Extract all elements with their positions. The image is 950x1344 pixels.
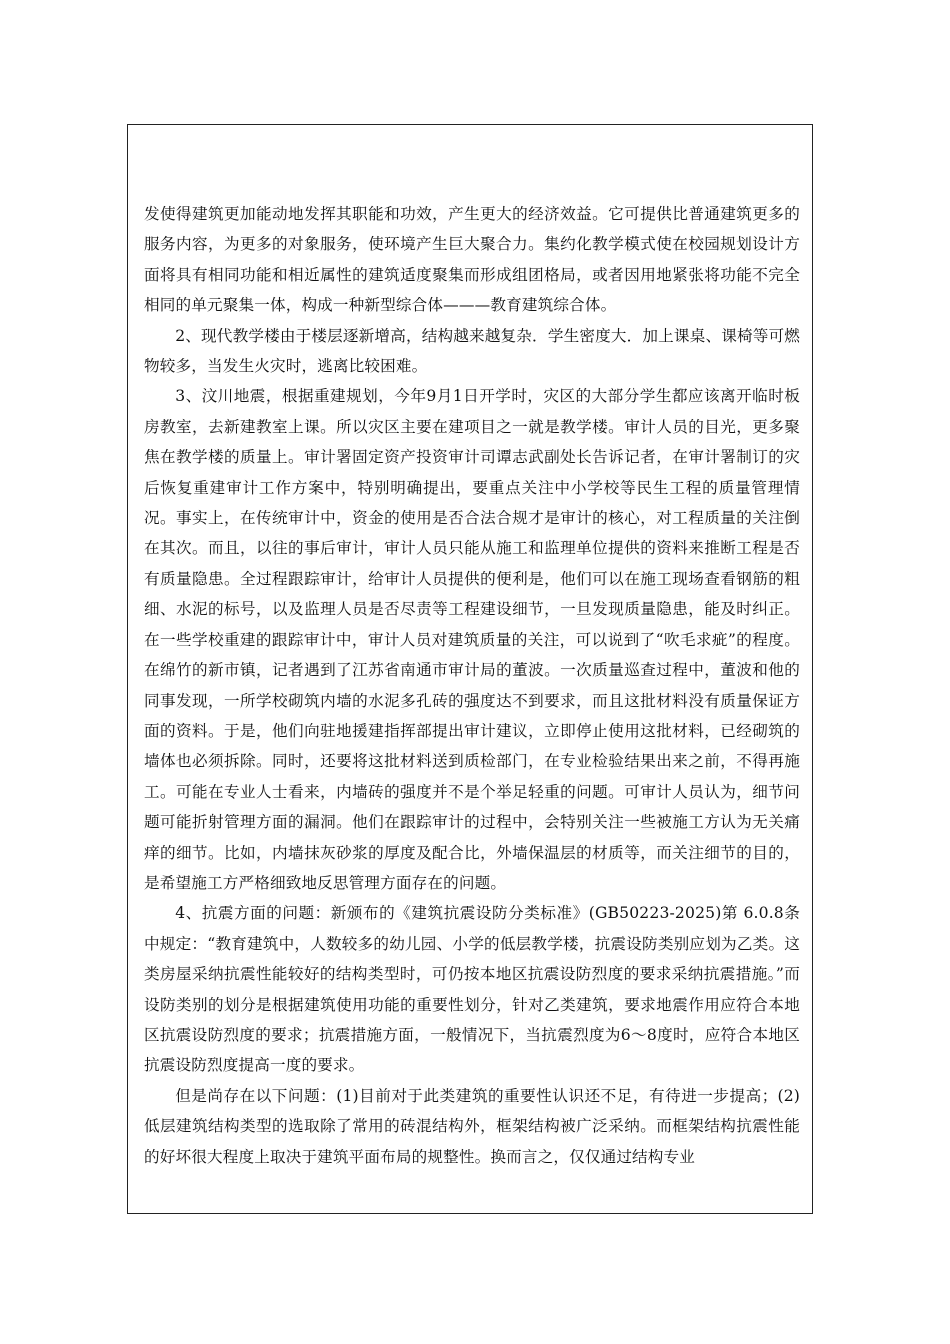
document-body xyxy=(144,199,800,1172)
paragraph-item-4: 4、抗震方面的问题：新颁布的《建筑抗震设防分类标准》(GB50223-2025)第 6.0.8条中规定：“教育建筑中，人数较多的幼儿园、小学的低层教学楼，抗震设防类别应划为乙类。这类房屋采纳抗震性能较好的结构类型时，可仍按本地区抗震设防烈度的要求采纳抗震措施。”而设防类别的划分是根据建筑使用功能的重要性划分，针对乙类建筑，要求地震作用应符合本地区抗震设防烈度的要求；抗震措施方面，一般情况下，当抗震烈度为6～8度时，应符合本地区抗震设防烈度提高一度的要求。 xyxy=(144,904,800,1075)
document-frame xyxy=(127,124,813,1214)
paragraph-item-3: 3、汶川地震，根据重建规划，今年9月1日开学时，灾区的大部分学生都应该离开临时板房教室，去新建教室上课。所以灾区主要在建项目之一就是教学楼。审计人员的目光，更多聚焦在教学楼的质量上。审计署固定资产投资审计司谭志武副处长告诉记者，在审计署制订的灾后恢复重建审计工作方案中，特别明确提出，要重点关注中小学校等民生工程的质量管理情况。事实上，在传统审计中，资金的使用是否合法合规才是审计的核心，对工程质量的关注倒在其次。而且，以往的事后审计，审计人员只能从施工和监理单位提供的资料来推断工程是否有质量隐患。全过程跟踪审计，给审计人员提供的便利是，他们可以在施工现场查看钢筋的粗细、水泥的标号，以及监理人员是否尽责等工程建设细节，一旦发现质量隐患，能及时纠正。在一些学校重建的跟踪审计中，审计人员对建筑质量的关注，可以说到了“吹毛求疵”的程度。在绵竹的新市镇，记者遇到了江苏省南通市审计局的董波。一次质量巡查过程中，董波和他的同事发现，一所学校砌筑内墙的水泥多孔砖的强度达不到要求，而且这批材料没有质量保证方面的资料。于是，他们向驻地援建指挥部提出审计建议，立即停止使用这批材料，已经砌筑的墙体也必须拆除。同时，还要将这批材料送到质检部门，在专业检验结果出来之前，不得再施工。可能在专业人士看来，内墙砖的强度并不是个举足轻重的问题。可审计人员认为，细节问题可能折射管理方面的漏洞。他们在跟踪审计的过程中，会特别关注一些被施工方认为无关痛痒的细节。比如，内墙抹灰砂浆的厚度及配合比，外墙保温层的材质等，而关注细节的目的，是希望施工方严格细致地反思管理方面存在的问题。 xyxy=(144,387,800,892)
paragraph-continuation: 发使得建筑更加能动地发挥其职能和功效，产生更大的经济效益。它可提供比普通建筑更多的服务内容，为更多的对象服务，使环境产生巨大聚合力。集约化教学模式使在校园规划设计方面将具有相同功能和相近属性的建筑适度聚集而形成组团格局，或者因用地紧张将功能不完全相同的单元聚集一体，构成一种新型综合体———教育建筑综合体。 xyxy=(144,205,800,315)
paragraph-item-2: 2、现代教学楼由于楼层逐新增高，结构越来越复杂．学生密度大．加上课桌、课椅等可燃物较多，当发生火灾时，逃离比较困难。 xyxy=(144,326,800,376)
paragraph-remaining-issues: 但是尚存在以下问题：(1)目前对于此类建筑的重要性认识还不足，有待进一步提高；(2) 低层建筑结构类型的选取除了常用的砖混结构外，框架结构被广泛采纳。而框架结构抗震性能的好坏很大程度上取决于建筑平面布局的规整性。换而言之，仅仅通过结构专业 xyxy=(144,1086,800,1166)
